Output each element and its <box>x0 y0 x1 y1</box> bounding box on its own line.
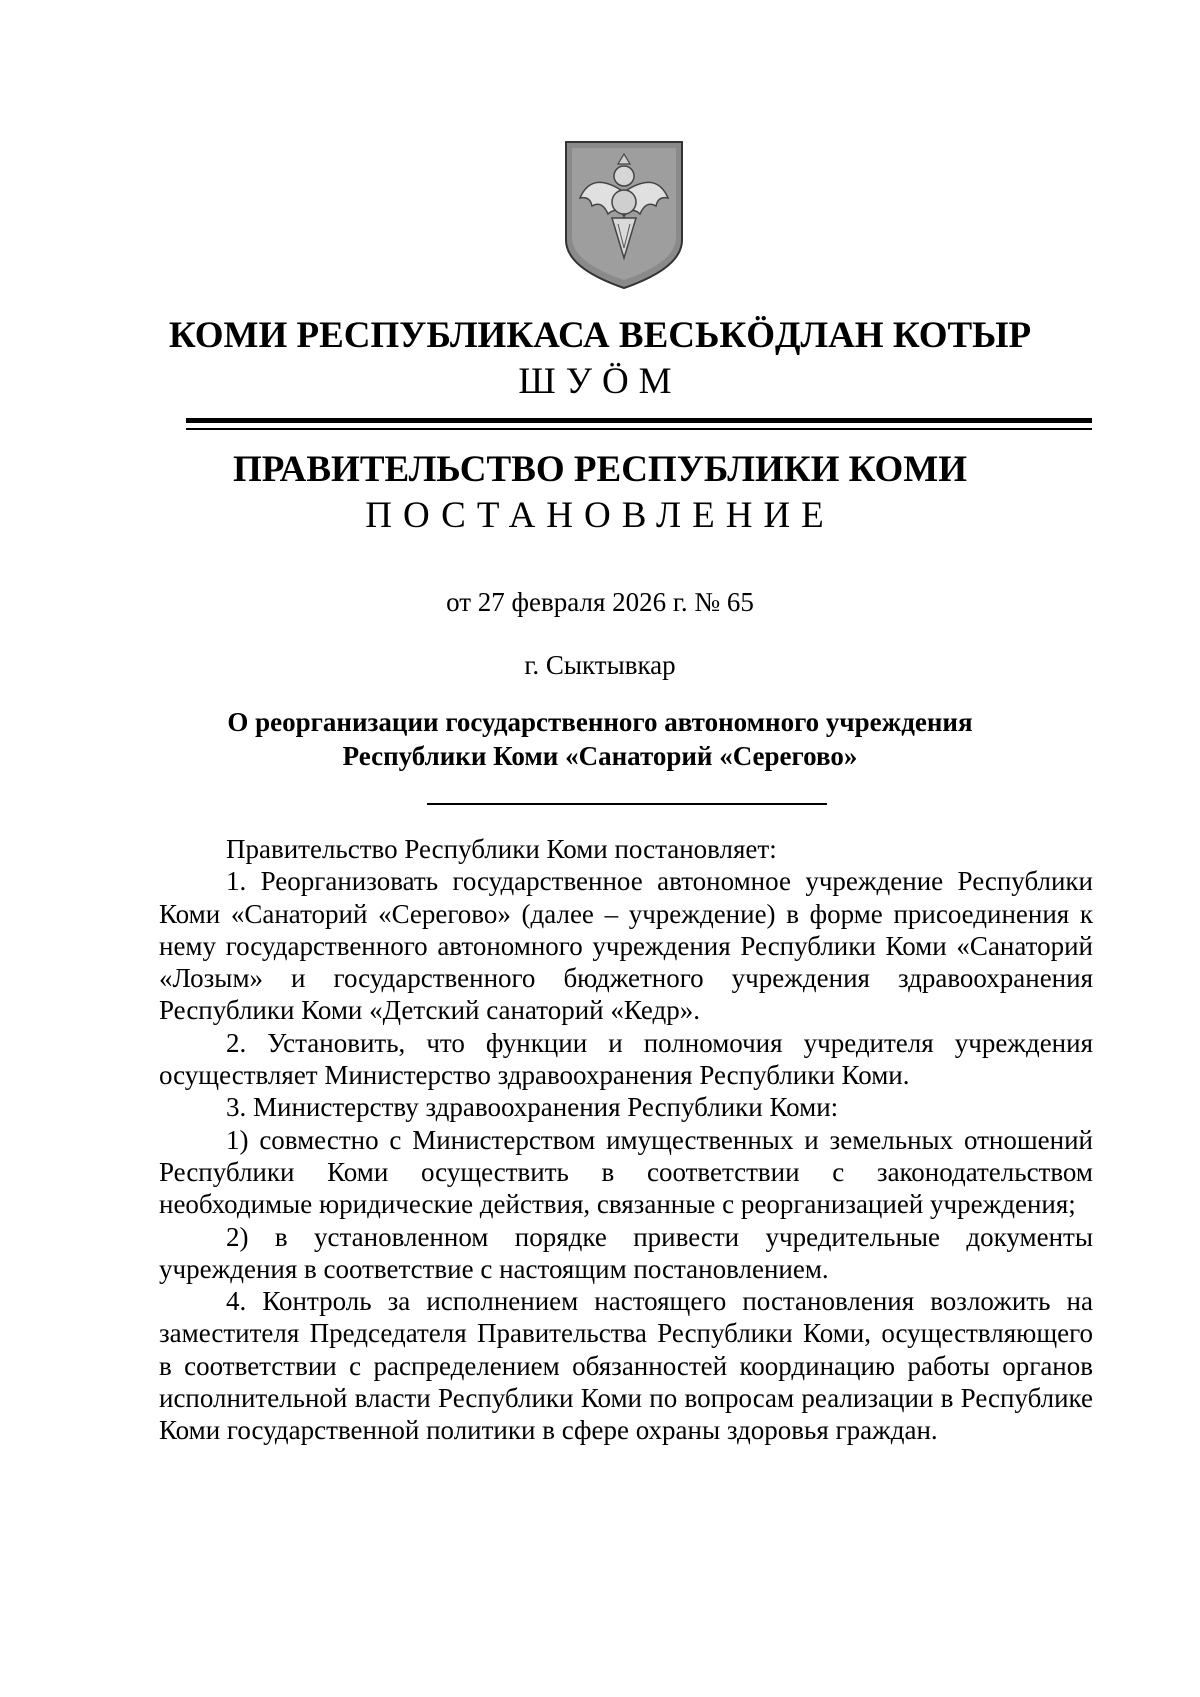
government-title: ПРАВИТЕЛЬСТВО РЕСПУБЛИКИ КОМИ <box>233 449 967 490</box>
subject-divider <box>427 803 827 805</box>
subject-line-1: О реорганизации государственного автономного учреждения <box>227 707 973 737</box>
body-paragraph: 1. Реорганизовать государственное автономное учреждение Республики Коми «Санаторий «Серегово» (далее – учреждение) в форме присоединения к нему государственного автономного учреждения Республики Коми «Санаторий «Лозым» и государственного бюджетного учреждения здравоохранения Республики Коми «Детский санаторий «Кедр». <box>159 866 1093 1026</box>
header-divider-thick <box>186 418 1092 423</box>
body-paragraph: 3. Министерству здравоохранения Республики Коми: <box>226 1092 839 1123</box>
document-city: г. Сыктывкар <box>524 650 676 680</box>
document-body <box>159 833 1093 1447</box>
body-paragraph: Правительство Республики Коми постановляет: <box>226 834 777 864</box>
document-subject <box>0 705 1200 773</box>
document-type: ПОСТАНОВЛЕНИЕ <box>365 495 835 536</box>
body-paragraph: 4. Контроль за исполнением настоящего постановления возложить на заместителя Председателя Правительства Республики Коми, осуществляющего в соответствии с распределением обязанностей координацию работы органов исполнительной власти Республики Коми по вопросам реализации в Республике Коми государственной политики в сфере охраны здоровья граждан. <box>159 1286 1093 1446</box>
subject-line-2: Республики Коми «Санаторий «Серегово» <box>342 741 858 771</box>
komi-government-title: КОМИ РЕСПУБЛИКАСА ВЕСЬКӦДЛАН КОТЫР <box>168 315 1032 356</box>
komi-coat-of-arms-icon <box>562 140 686 290</box>
body-paragraph: 2. Установить, что функции и полномочия учредителя учреждения осуществляет Министерство здравоохранения Республики Коми. <box>159 1027 1093 1091</box>
komi-document-type: ШУӦМ <box>518 361 682 402</box>
document-date-number: от 27 февраля 2026 г. № 65 <box>446 587 754 617</box>
body-paragraph: 1) совместно с Министерством имущественных и земельных отношений Республики Коми осуществить в соответствии с законодательством необходимые юридические действия, связанные с реорганизацией учреждения; <box>159 1124 1093 1220</box>
body-paragraph: 2) в установленном порядке привести учредительные документы учреждения в соответствие с настоящим постановлением. <box>159 1221 1093 1284</box>
header-divider-thin <box>186 428 1092 430</box>
